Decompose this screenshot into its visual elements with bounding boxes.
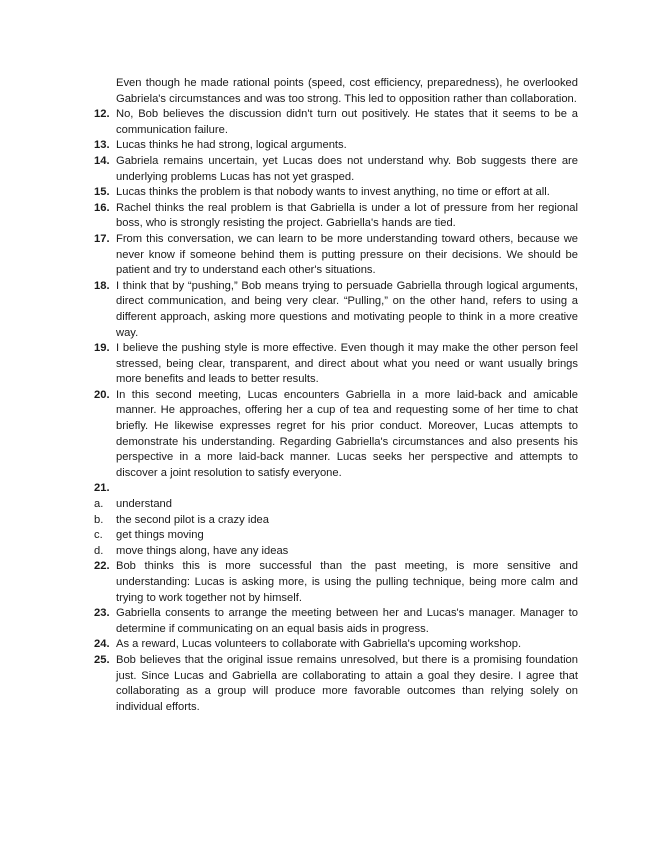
item-number: 21.	[94, 482, 110, 495]
item-number: 24.	[94, 638, 110, 651]
answer-list	[94, 76, 578, 715]
item-number: 22.	[94, 560, 110, 573]
continuation-text: Even though he made rational points (speed, cost efficiency, preparedness), he overlooked Gabriela's circumstances and was too strong. This led to opposition rather than collaboration.	[116, 77, 578, 105]
list-item-14	[94, 154, 578, 185]
item-text: Gabriela remains uncertain, yet Lucas does not understand why. Bob suggests there are underlying problems Lucas has not yet grasped.	[116, 154, 578, 183]
item-text: Lucas thinks the problem is that nobody wants to invest anything, no time or effort at all.	[116, 186, 550, 199]
sub-item-letter: b.	[94, 513, 104, 526]
sub-item-letter: a.	[94, 498, 104, 511]
item-text	[116, 481, 578, 497]
list-item-23	[94, 606, 578, 637]
item-text: Rachel thinks the real problem is that Gabriella is under a lot of pressure from her regional boss, who is strongly resisting the project. Gabriella's hands are tied.	[116, 201, 578, 230]
item-text: From this conversation, we can learn to be more understanding toward others, because we never know if someone behind them is putting pressure on their decisions. We should be patient and try to understand each other's situations.	[116, 232, 578, 277]
sub-item-text: move things along, have any ideas	[116, 544, 289, 557]
list-item-25	[94, 653, 578, 715]
item-text: I think that by “pushing,” Bob means trying to persuade Gabriella through logical arguments, direct communication, and being very clear. “Pulling,” on the other hand, refers to using a different approach, asking more questions and motivating people to think in a more creative way.	[116, 279, 578, 339]
item-number: 14.	[94, 154, 110, 167]
item-text: I believe the pushing style is more effective. Even though it may make the other person feel stressed, being clear, transparent, and direct about what you need or want usually brings more benefits and leads to better results.	[116, 342, 578, 386]
list-item-12	[94, 107, 578, 138]
list-item-22	[94, 559, 578, 606]
list-item-17	[94, 232, 578, 279]
item-number: 17.	[94, 232, 110, 245]
item-number: 18.	[94, 279, 110, 292]
item-text: In this second meeting, Lucas encounters Gabriella in a more laid-back and amicable manner. He approaches, offering her a cup of tea and requesting some of her time to chat briefly. He likewise expresses regret for his prior conduct. Moreover, Lucas attempts to demonstrate his understanding. Regarding Gabriella's circumstances and also presents his perspective in a more laid-back manner. Lucas seeks her perspective and attempts to discover a joint resolution to satisfy everyone.	[116, 388, 578, 479]
item-number: 19.	[94, 342, 110, 355]
list-item-16	[94, 201, 578, 232]
list-item-18	[94, 279, 578, 341]
list-item-15	[94, 185, 578, 201]
sub-item-letter: d.	[94, 544, 104, 557]
sub-item-letter: c.	[94, 529, 103, 542]
item-text: Gabriella consents to arrange the meeting between her and Lucas's manager. Manager to determine if communicating on an equal basis aids in progress.	[116, 607, 578, 635]
sub-item-a	[94, 497, 578, 513]
item-text: Bob thinks this is more successful than the past meeting, is more sensitive and understanding: Lucas is asking more, is using the pulling technique, being more calm and trying to work together not by himself.	[116, 560, 578, 604]
item-number: 15.	[94, 186, 110, 199]
sub-item-c	[94, 528, 578, 544]
list-item-13	[94, 138, 578, 154]
item-number: 16.	[94, 201, 110, 214]
sub-item-text: get things moving	[116, 529, 204, 542]
list-item-20	[94, 388, 578, 482]
item-number: 23.	[94, 607, 110, 620]
sub-item-b	[94, 513, 578, 529]
sub-item-text: understand	[116, 498, 172, 511]
item-number: 13.	[94, 139, 110, 152]
item-text: Lucas thinks he had strong, logical arguments.	[116, 139, 347, 152]
item-number: 25.	[94, 653, 110, 666]
item-text: Bob believes that the original issue remains unresolved, but there is a promising foundation just. Since Lucas and Gabriella are collaborating to attain a goal they desire. I agree that collaborating as a group will produce more favorable outcomes than relying solely on individual efforts.	[116, 653, 578, 713]
list-item-24	[94, 637, 578, 653]
item-text: As a reward, Lucas volunteers to collaborate with Gabriella's upcoming workshop.	[116, 638, 522, 651]
list-item-21	[94, 481, 578, 497]
list-item-19	[94, 341, 578, 388]
sub-item-text: the second pilot is a crazy idea	[116, 513, 269, 526]
item-text: No, Bob believes the discussion didn't turn out positively. He states that it seems to be a communication failure.	[116, 108, 578, 136]
item-number: 20.	[94, 388, 110, 401]
sub-item-d	[94, 544, 578, 560]
continuation-paragraph	[94, 76, 578, 107]
item-number: 12.	[94, 108, 110, 121]
